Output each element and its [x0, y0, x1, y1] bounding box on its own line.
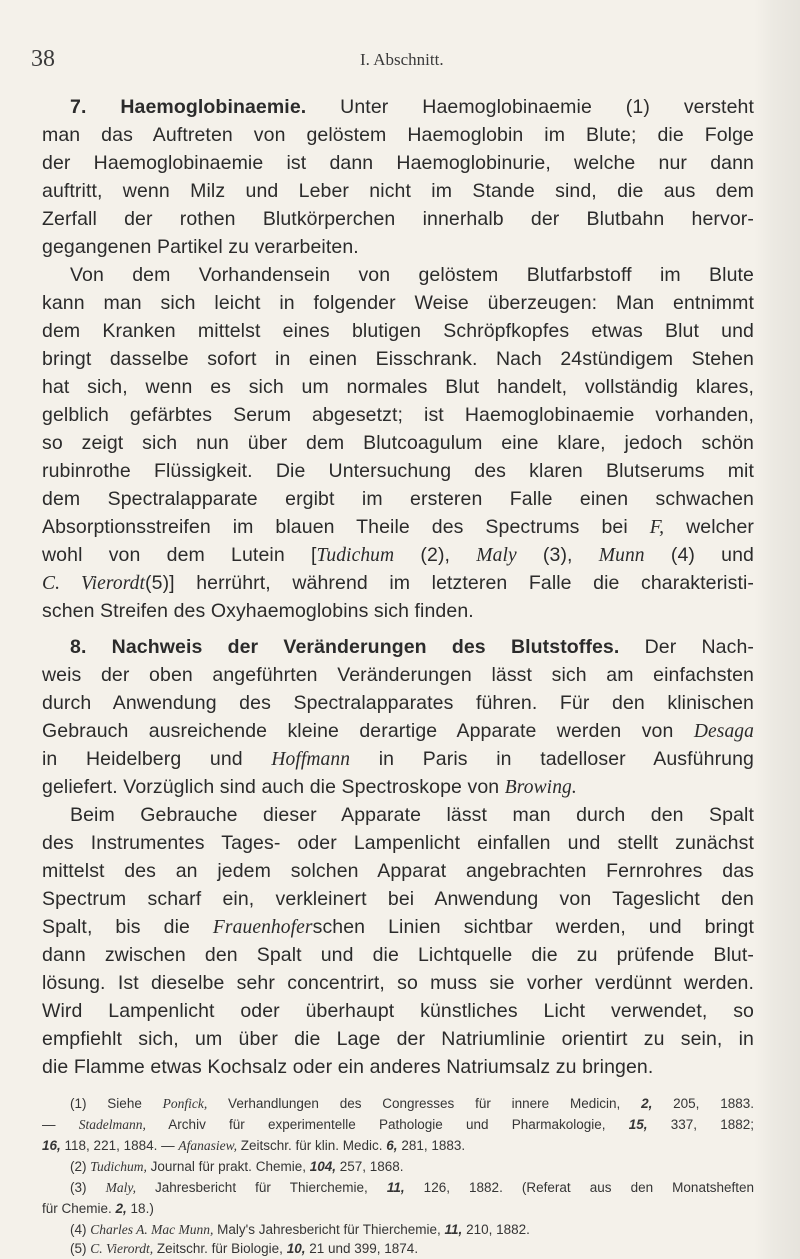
paragraph-line: Wird Lampenlicht oder überhaupt künstliches Licht verwendet, so [42, 1000, 754, 1022]
paragraph-line: 7. Haemoglobinaemie. Unter Haemoglobinaemie (1) versteht [70, 96, 754, 118]
paragraph-line: der Haemoglobinaemie ist dann Haemoglobinurie, welche nur dann [42, 152, 754, 174]
paragraph-line: Spalt, bis die Frauenhoferschen Linien sichtbar werden, und bringt [42, 916, 754, 938]
paragraph-line: dann zwischen den Spalt und die Lichtquelle die zu prüfende Blut- [42, 944, 754, 966]
paragraph-line: hat sich, wenn es sich um normales Blut handelt, vollständig klares, [42, 376, 754, 398]
section-heading: 7. Haemoglobinaemie. [70, 96, 307, 118]
paragraph-line: gelblich gefärbtes Serum abgesetzt; ist Haemoglobinaemie vorhanden, [42, 404, 754, 426]
footnote-1-cont: — Stadelmann, Archiv für experimentelle Pathologie und Pharmakologie, 15, 337, 1882; [42, 1117, 754, 1132]
paragraph-line: dem Kranken mittelst eines blutigen Schröpfkopfes etwas Blut und [42, 320, 754, 342]
paragraph-line: die Flamme etwas Kochsalz oder ein anderes Natriumsalz zu bringen. [42, 1056, 654, 1078]
paragraph-line: wohl von dem Lutein [Tudichum (2), Maly (3), Munn (4) und [42, 544, 754, 566]
paragraph-line: Von dem Vorhandensein von gelöstem Blutfarbstoff im Blute [70, 264, 754, 286]
footnote-5: (5) C. Vierordt, Zeitschr. für Biologie, 10, 21 und 399, 1874. [70, 1241, 419, 1256]
paragraph-line: gegangenen Partikel zu verarbeiten. [42, 236, 359, 258]
footnote-2: (2) Tudichum, Journal für prakt. Chemie, 104, 257, 1868. [70, 1159, 404, 1174]
paragraph-line: kann man sich leicht in folgender Weise überzeugen: Man entnimmt [42, 292, 754, 314]
page-number: 38 [31, 46, 55, 72]
footnote-3-cont: für Chemie. 2, 18.) [42, 1201, 154, 1216]
paragraph-line: Gebrauch ausreichende kleine derartige Apparate werden von Desaga [42, 720, 754, 742]
paragraph-line: C. Vierordt(5)] herrührt, während im letzteren Falle die charakteristi- [42, 572, 754, 594]
footnote-4: (4) Charles A. Mac Munn, Maly's Jahresbericht für Thierchemie, 11, 210, 1882. [70, 1222, 530, 1237]
paragraph-line: Zerfall der rothen Blutkörperchen innerhalb der Blutbahn hervor- [42, 208, 754, 230]
section-heading: 8. Nachweis der Veränderungen des Blutstoffes. [70, 636, 620, 658]
footnote-1: (1) Siehe Ponfick, Verhandlungen des Congresses für innere Medicin, 2, 205, 1883. [70, 1096, 754, 1111]
paragraph-line: lösung. Ist dieselbe sehr concentrirt, so muss sie vorher verdünnt werden. [42, 972, 754, 994]
footnote-1-cont2: 16, 118, 221, 1884. — Afanasiew, Zeitschr. für klin. Medic. 6, 281, 1883. [42, 1138, 466, 1153]
paragraph-line: Beim Gebrauche dieser Apparate lässt man durch den Spalt [70, 804, 754, 826]
paragraph-line: Spectrum scharf ein, verkleinert bei Anwendung von Tageslicht den [42, 888, 754, 910]
paragraph-line: schen Streifen des Oxyhaemoglobins sich finden. [42, 600, 474, 622]
paragraph-line: Absorptionsstreifen im blauen Theile des Spectrums bei F, welcher [42, 516, 754, 538]
paragraph-line: durch Anwendung des Spectralapparates führen. Für den klinischen [42, 692, 754, 714]
paragraph-line: empfiehlt sich, um über die Lage der Natriumlinie orientirt zu sein, in [42, 1028, 754, 1050]
page-edge-shadow [754, 0, 800, 1259]
paragraph-line: bringt dasselbe sofort in einen Eisschrank. Nach 24stündigem Stehen [42, 348, 754, 370]
paragraph-line: so zeigt sich nun über dem Blutcoagulum eine klare, jedoch schön [42, 432, 754, 454]
footnote-3: (3) Maly, Jahresbericht für Thierchemie, 11, 126, 1882. (Referat aus den Monatsheften [70, 1180, 754, 1195]
paragraph-line: rubinrothe Flüssigkeit. Die Untersuchung des klaren Blutserums mit [42, 460, 754, 482]
paragraph-line: 8. Nachweis der Veränderungen des Blutstoffes. Der Nach- [70, 636, 754, 658]
running-head: I. Abschnitt. [360, 50, 444, 69]
paragraph-line: des Instrumentes Tages- oder Lampenlicht einfallen und stellt zunächst [42, 832, 754, 854]
paragraph-line: dem Spectralapparate ergibt im ersteren Falle einen schwachen [42, 488, 754, 510]
paragraph-line: in Heidelberg und Hoffmann in Paris in tadelloser Ausführung [42, 748, 754, 770]
paragraph-line: man das Auftreten von gelöstem Haemoglobin im Blute; die Folge [42, 124, 754, 146]
paragraph-line: geliefert. Vorzüglich sind auch die Spectroskope von Browing. [42, 776, 577, 798]
paragraph-line: weis der oben angeführten Veränderungen lässt sich am einfachsten [42, 664, 754, 686]
paragraph-line: auftritt, wenn Milz und Leber nicht im Stande sind, die aus dem [42, 180, 754, 202]
paragraph-line: mittelst des an jedem solchen Apparat angebrachten Fernrohres das [42, 860, 754, 882]
